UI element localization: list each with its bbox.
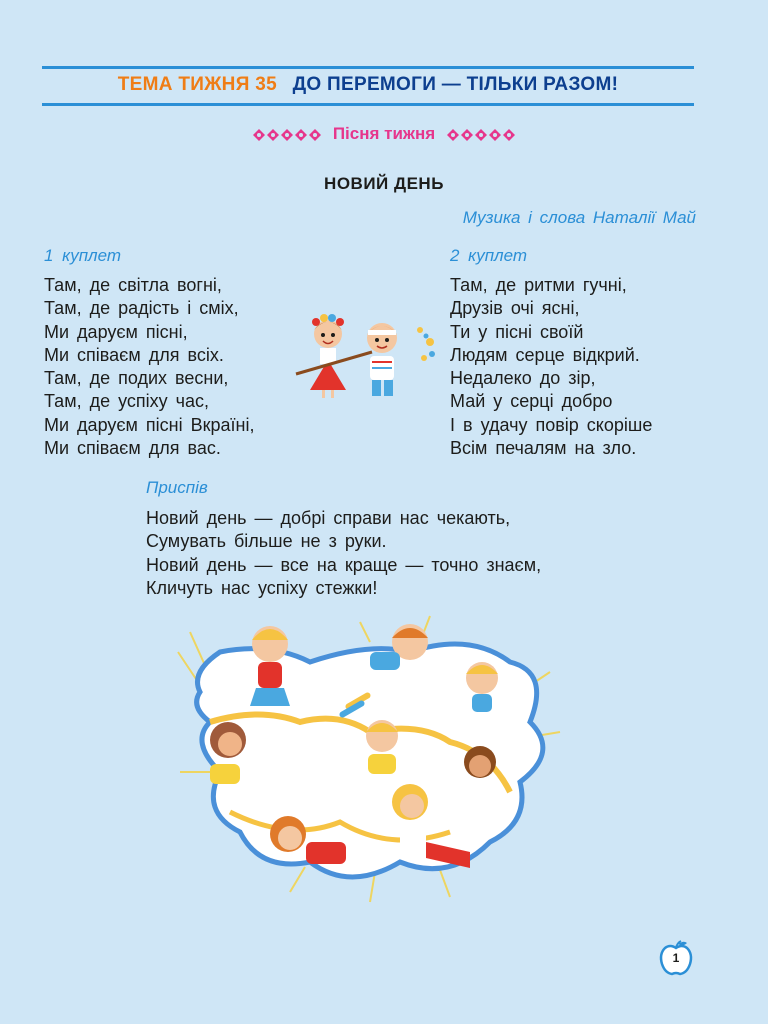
verse2-lines	[450, 274, 652, 460]
chorus-line: Кличуть нас успіху стежки!	[146, 577, 378, 598]
page-number: 1	[672, 951, 680, 965]
embroidery-ornament-icon	[446, 128, 516, 142]
verse2-label: 2 куплет	[450, 246, 528, 265]
verse-line: Ми даруєм пісні Вкраїні,	[44, 414, 255, 435]
verse-line: І в удачу повір скоріше	[450, 414, 653, 435]
verse1-label: 1 куплет	[44, 246, 122, 265]
verse-line: Ти у пісні своїй	[450, 321, 584, 342]
verse-line: Людям серце відкрий.	[450, 344, 640, 365]
verse-line: Всім печалям на зло.	[450, 438, 637, 459]
page-number-badge	[656, 938, 696, 978]
verse-line: Недалеко до зір,	[450, 368, 596, 389]
embroidery-ornament-icon	[252, 128, 322, 142]
verse-line: Там, де ритми гучні,	[450, 275, 627, 295]
chorus-lines	[146, 507, 541, 600]
verse-line: Там, де подих весни,	[44, 368, 229, 389]
verse1-lines	[44, 274, 254, 460]
verse-line: Ми співаєм для вас.	[44, 438, 221, 459]
chorus-label: Приспів	[146, 478, 208, 497]
verse-line: Там, де радість і сміх,	[44, 298, 239, 319]
verse-line: Ми даруєм пісні,	[44, 321, 188, 342]
verse-line: Май у серці добро	[450, 391, 613, 412]
children-illustration	[292, 300, 442, 400]
page-header	[42, 74, 694, 96]
children-drawing-map-illustration	[170, 612, 570, 912]
chorus-line: Новий день — добрі справи нас чекають,	[146, 508, 511, 528]
song-author: Музика і слова Наталії Май	[462, 208, 696, 227]
verse-line: Друзів очі ясні,	[450, 298, 580, 319]
song-of-week-heading	[0, 124, 768, 144]
chorus-line: Сумувать більше не з руки.	[146, 531, 387, 552]
chorus-line: Новий день — все на краще — точно знаєм,	[146, 554, 542, 575]
verse-line: Ми співаєм для всіх.	[44, 344, 224, 365]
song-title: НОВИЙ ДЕНЬ	[324, 174, 444, 193]
header-bottom-rule	[42, 103, 694, 106]
verse-line: Там, де успіху час,	[44, 391, 210, 412]
verse-line: Там, де світла вогні,	[44, 275, 222, 295]
theme-label: ТЕМА ТИЖНЯ 35	[117, 74, 277, 95]
theme-title: ДО ПЕРЕМОГИ — ТІЛЬКИ РАЗОМ!	[292, 74, 619, 95]
header-top-rule	[42, 66, 694, 69]
song-of-week-label: Пісня тижня	[332, 124, 436, 143]
